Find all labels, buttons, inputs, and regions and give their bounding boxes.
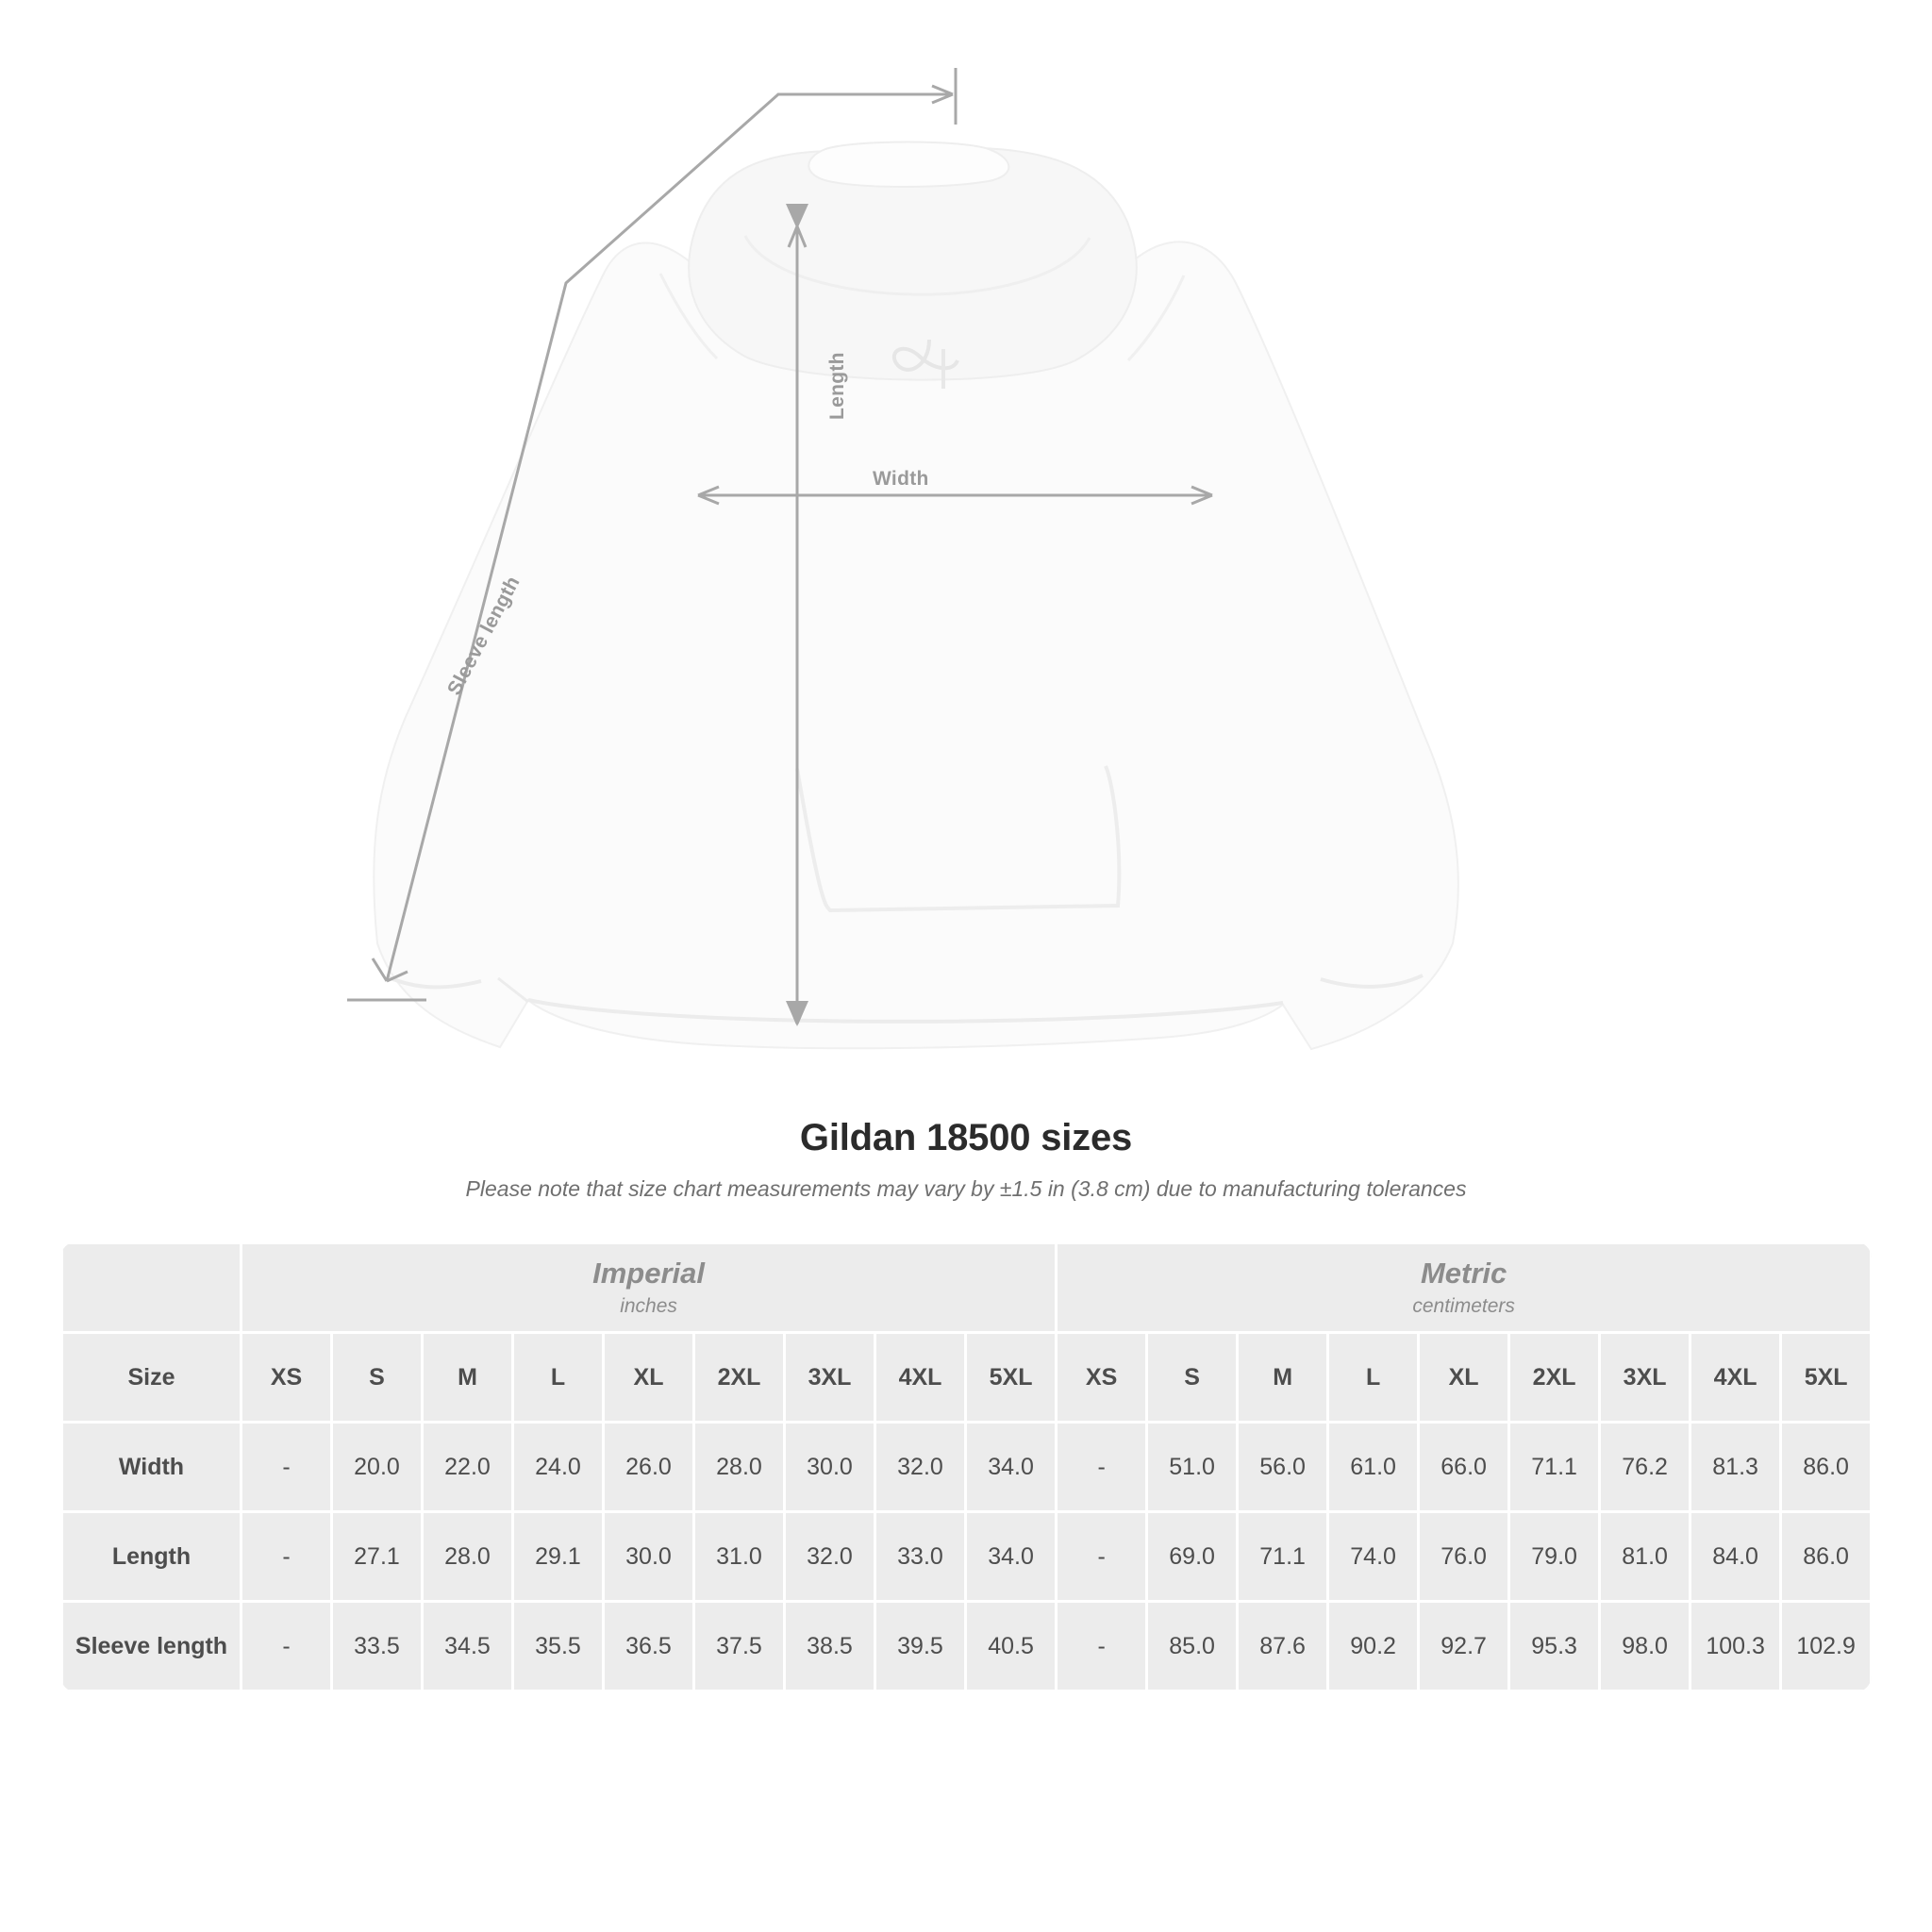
cell-length-imperial-2xl: 31.0 (694, 1512, 785, 1602)
unit-header-row (62, 1243, 1872, 1333)
col-header-imperial-2xl: 2XL (694, 1333, 785, 1423)
cell-width-imperial-3xl: 30.0 (785, 1423, 875, 1512)
cell-length-metric-2xl: 79.0 (1509, 1512, 1600, 1602)
table-row (62, 1423, 1872, 1512)
col-header-imperial-3xl: 3XL (785, 1333, 875, 1423)
length-dimension-label: Length (826, 352, 848, 420)
size-header-row (62, 1333, 1872, 1423)
cell-width-imperial-xl: 26.0 (604, 1423, 694, 1512)
cell-length-metric-xl: 76.0 (1419, 1512, 1509, 1602)
cell-sleeve-metric-l: 90.2 (1328, 1602, 1419, 1691)
col-header-metric-s: S (1147, 1333, 1238, 1423)
cell-sleeve-imperial-3xl: 38.5 (785, 1602, 875, 1691)
cell-sleeve-metric-xs: - (1057, 1602, 1147, 1691)
cell-width-imperial-l: 24.0 (513, 1423, 604, 1512)
col-header-imperial-xs: XS (242, 1333, 332, 1423)
cell-width-metric-l: 61.0 (1328, 1423, 1419, 1512)
cell-width-metric-4xl: 81.3 (1690, 1423, 1781, 1512)
cell-length-imperial-5xl: 34.0 (966, 1512, 1057, 1602)
cell-width-imperial-4xl: 32.0 (875, 1423, 966, 1512)
cell-length-metric-4xl: 84.0 (1690, 1512, 1781, 1602)
cell-width-imperial-s: 20.0 (332, 1423, 423, 1512)
cell-sleeve-metric-2xl: 95.3 (1509, 1602, 1600, 1691)
col-header-imperial-s: S (332, 1333, 423, 1423)
cell-length-imperial-xl: 30.0 (604, 1512, 694, 1602)
cell-length-imperial-s: 27.1 (332, 1512, 423, 1602)
col-header-metric-3xl: 3XL (1600, 1333, 1690, 1423)
cell-sleeve-metric-3xl: 98.0 (1600, 1602, 1690, 1691)
cell-sleeve-imperial-5xl: 40.5 (966, 1602, 1057, 1691)
cell-length-metric-m: 71.1 (1238, 1512, 1328, 1602)
cell-length-imperial-xs: - (242, 1512, 332, 1602)
size-table-wrapper (60, 1241, 1872, 1692)
cell-sleeve-imperial-m: 34.5 (423, 1602, 513, 1691)
metric-label: Metric (1420, 1256, 1507, 1290)
cell-length-imperial-3xl: 32.0 (785, 1512, 875, 1602)
cell-sleeve-imperial-s: 33.5 (332, 1602, 423, 1691)
cell-length-metric-l: 74.0 (1328, 1512, 1419, 1602)
cell-length-imperial-4xl: 33.0 (875, 1512, 966, 1602)
col-header-imperial-xl: XL (604, 1333, 694, 1423)
sleeve-length-dimension-label: Sleeve length (443, 573, 525, 699)
size-corner-header: Size (62, 1333, 242, 1423)
col-header-imperial-l: L (513, 1333, 604, 1423)
cell-width-metric-5xl: 86.0 (1781, 1423, 1872, 1512)
col-header-metric-xl: XL (1419, 1333, 1509, 1423)
page-title: Gildan 18500 sizes (799, 1117, 1133, 1158)
col-header-metric-l: L (1328, 1333, 1419, 1423)
cell-length-imperial-l: 29.1 (513, 1512, 604, 1602)
cell-width-imperial-2xl: 28.0 (694, 1423, 785, 1512)
cell-width-metric-3xl: 76.2 (1600, 1423, 1690, 1512)
cell-sleeve-imperial-xl: 36.5 (604, 1602, 694, 1691)
cell-width-metric-xl: 66.0 (1419, 1423, 1509, 1512)
cell-length-metric-3xl: 81.0 (1600, 1512, 1690, 1602)
cell-sleeve-metric-4xl: 100.3 (1690, 1602, 1781, 1691)
cell-length-metric-5xl: 86.0 (1781, 1512, 1872, 1602)
col-header-imperial-4xl: 4XL (875, 1333, 966, 1423)
row-header-sleeve-length: Sleeve length (62, 1602, 242, 1691)
col-header-metric-4xl: 4XL (1690, 1333, 1781, 1423)
cell-sleeve-imperial-l: 35.5 (513, 1602, 604, 1691)
cell-width-metric-xs: - (1057, 1423, 1147, 1512)
cell-sleeve-imperial-4xl: 39.5 (875, 1602, 966, 1691)
width-dimension-label: Width (873, 468, 929, 490)
title-block (0, 1117, 1932, 1202)
table-row (62, 1512, 1872, 1602)
metric-sublabel: centimeters (1412, 1294, 1515, 1317)
row-header-width: Width (62, 1423, 242, 1512)
cell-length-imperial-m: 28.0 (423, 1512, 513, 1602)
col-header-metric-5xl: 5XL (1781, 1333, 1872, 1423)
cell-width-imperial-5xl: 34.0 (966, 1423, 1057, 1512)
cell-length-metric-s: 69.0 (1147, 1512, 1238, 1602)
tolerance-note: Please note that size chart measurements may vary by ±1.5 in (3.8 cm) due to manufacturing tolerances (465, 1176, 1467, 1201)
row-header-length: Length (62, 1512, 242, 1602)
col-header-metric-xs: XS (1057, 1333, 1147, 1423)
cell-width-imperial-xs: - (242, 1423, 332, 1512)
cell-width-metric-s: 51.0 (1147, 1423, 1238, 1512)
col-header-metric-2xl: 2XL (1509, 1333, 1600, 1423)
cell-sleeve-metric-s: 85.0 (1147, 1602, 1238, 1691)
cell-sleeve-imperial-xs: - (242, 1602, 332, 1691)
cell-width-imperial-m: 22.0 (423, 1423, 513, 1512)
unit-header-metric (1057, 1243, 1872, 1333)
cell-width-metric-m: 56.0 (1238, 1423, 1328, 1512)
size-table (60, 1241, 1872, 1692)
hoodie-body (374, 142, 1458, 1050)
cell-length-metric-xs: - (1057, 1512, 1147, 1602)
imperial-label: Imperial (592, 1256, 705, 1290)
cell-width-metric-2xl: 71.1 (1509, 1423, 1600, 1512)
unit-header-spacer (62, 1243, 242, 1333)
cell-sleeve-metric-5xl: 102.9 (1781, 1602, 1872, 1691)
cell-sleeve-metric-xl: 92.7 (1419, 1602, 1509, 1691)
col-header-imperial-m: M (423, 1333, 513, 1423)
unit-header-imperial (242, 1243, 1057, 1333)
imperial-sublabel: inches (620, 1294, 677, 1317)
cell-sleeve-metric-m: 87.6 (1238, 1602, 1328, 1691)
col-header-imperial-5xl: 5XL (966, 1333, 1057, 1423)
col-header-metric-m: M (1238, 1333, 1328, 1423)
cell-sleeve-imperial-2xl: 37.5 (694, 1602, 785, 1691)
table-row (62, 1602, 1872, 1691)
